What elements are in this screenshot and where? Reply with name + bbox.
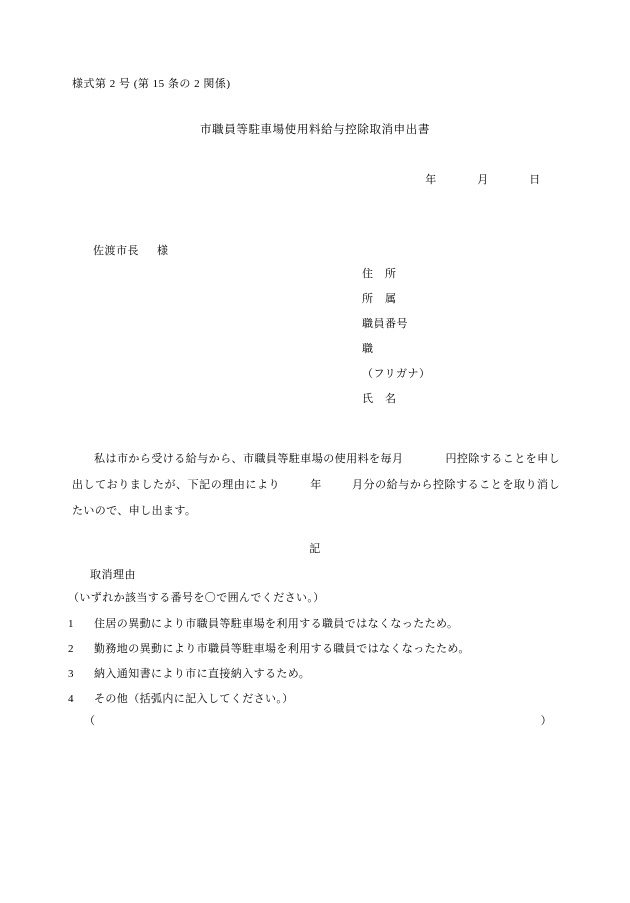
body-text-part4: 年	[310, 479, 322, 491]
option-text-3: 納入通知書により市に直接納入するため。	[94, 668, 311, 680]
free-text-line[interactable]	[84, 712, 552, 728]
option-number-1: 1	[68, 618, 74, 630]
ki-label: 記	[309, 543, 321, 555]
reason-heading-text: 取消理由	[90, 569, 136, 581]
form-number: 様式第 2 号 (第 15 条の 2 関係)	[72, 78, 231, 90]
instruction-note: （いずれか該当する番号を〇で囲んでください。）	[68, 592, 325, 604]
date-year-label: 年	[425, 174, 437, 186]
option-number-4: 4	[68, 693, 74, 705]
body-paragraph	[72, 446, 560, 524]
addressee-name: 佐渡市長	[93, 245, 139, 257]
date-month-label: 月	[477, 174, 489, 186]
option-number-3: 3	[68, 668, 74, 680]
body-text-part5: 月分の給与から控除することを取り	[351, 479, 538, 491]
field-employee-number: 職員番号	[362, 318, 408, 330]
free-text-close-paren: ）	[540, 715, 552, 727]
option-text-1: 住居の異動により市職員等駐車場を利用する職員ではなくなったため。	[94, 618, 459, 630]
field-position: 職	[362, 343, 374, 355]
body-text-part1: 私は市から受ける給与から、市職員等駐車場の使用料を毎月	[94, 453, 404, 465]
document-title: 市職員等駐車場使用料給与控除取消申出書	[200, 124, 430, 136]
date-line	[0, 171, 630, 187]
option-text-4: その他（括弧内に記入してください。）	[94, 693, 294, 705]
list-item[interactable]	[68, 612, 470, 637]
body-text-part6: 消したいので、申し出ます。	[72, 479, 560, 517]
list-item[interactable]	[68, 662, 470, 687]
field-name: 氏 名	[362, 393, 397, 405]
addressee-honorific: 様	[157, 245, 169, 257]
reason-options	[68, 612, 470, 712]
field-furigana: （フリガナ）	[362, 368, 431, 380]
list-item[interactable]	[68, 687, 470, 712]
applicant-fields	[362, 262, 430, 412]
list-item[interactable]	[68, 637, 470, 662]
option-text-2: 勤務地の異動により市職員等駐車場を利用する職員ではなくなったため。	[94, 643, 470, 655]
reason-heading	[72, 566, 136, 582]
date-day-label: 日	[529, 174, 541, 186]
field-address: 住 所	[362, 268, 397, 280]
free-text-open-paren: （	[84, 715, 96, 727]
field-affiliation: 所 属	[362, 293, 397, 305]
body-text-part2: 円控除することを申	[445, 453, 549, 465]
addressee	[93, 242, 169, 258]
body-text-part3: し出しておりましたが、下記の理由により	[72, 453, 560, 491]
option-number-2: 2	[68, 643, 74, 655]
